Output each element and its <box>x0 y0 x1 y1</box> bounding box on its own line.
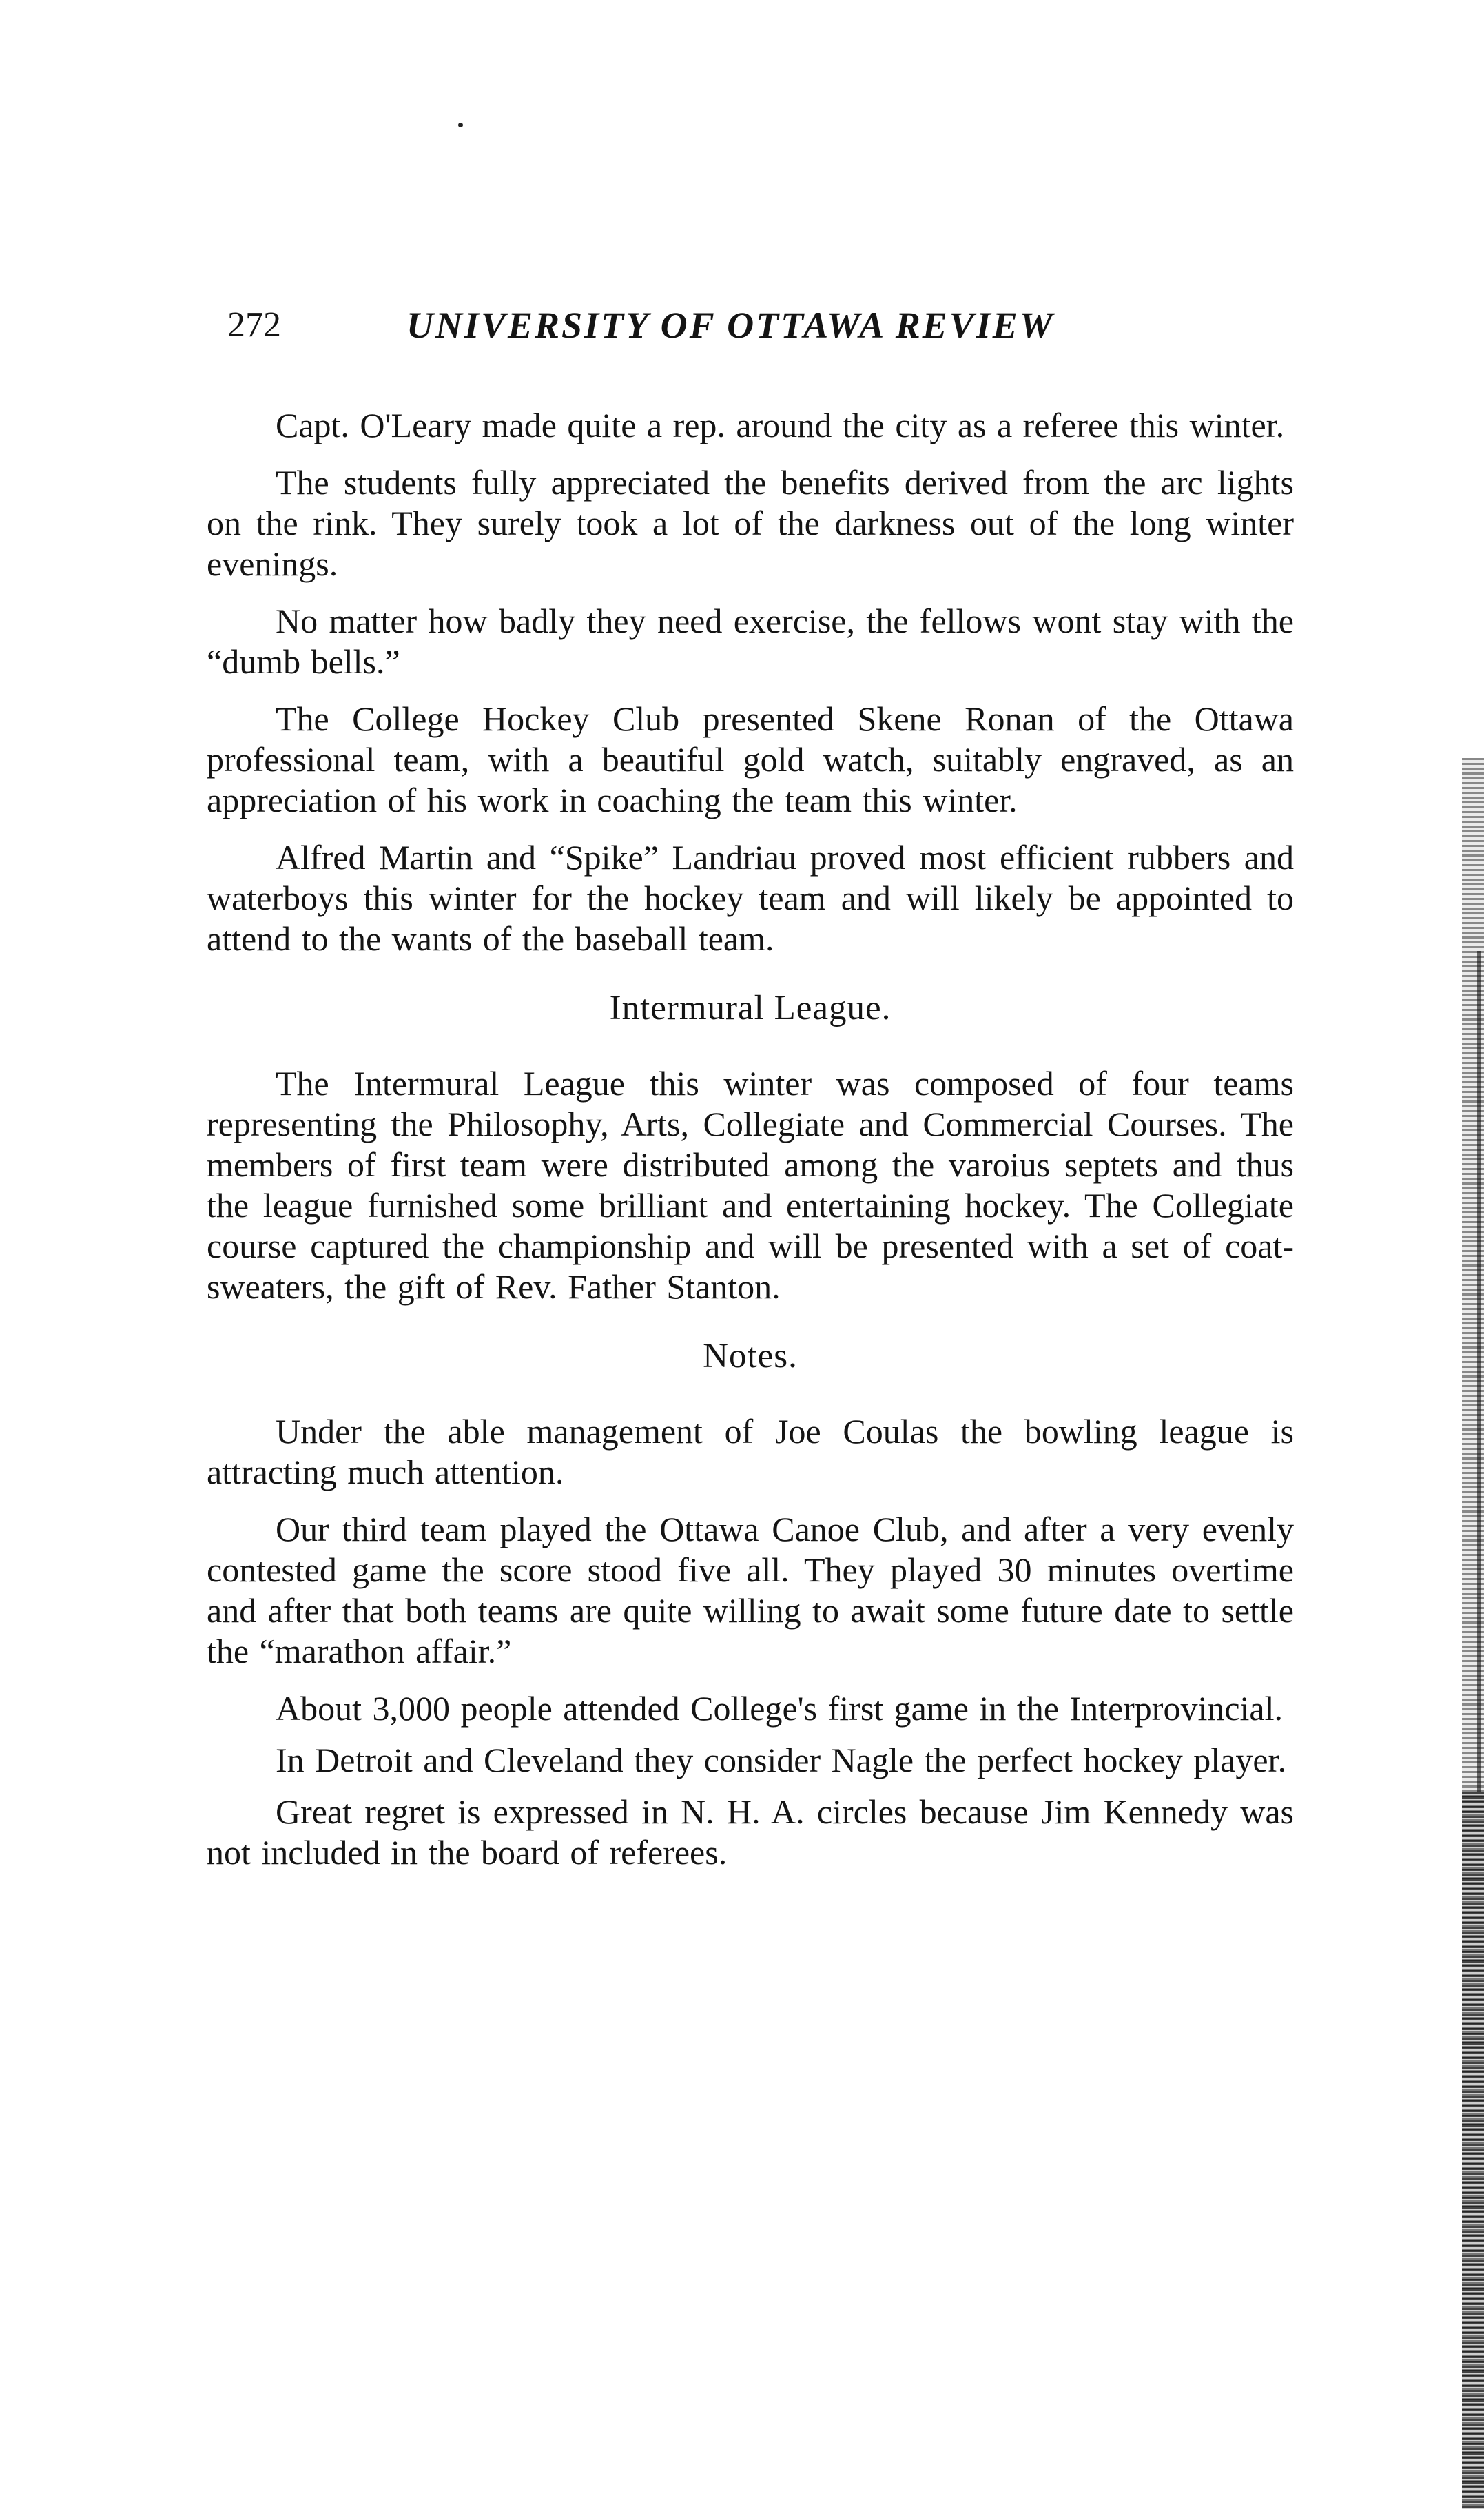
paragraph-attendance: About 3,000 people attended College's first game in the Interprovincial. <box>276 1689 1284 1728</box>
paragraph-bowling: Under the able management of Joe Coulas the bowling league is attracting much attention. <box>207 1412 1294 1491</box>
intermural-heading: Intermural League. <box>609 989 892 1027</box>
notes-heading: Notes. <box>703 1337 798 1375</box>
paragraph-skene-ronan: The College Hockey Club presented Skene Ronan of the Ottawa professional team, with a beautiful gold watch, suitably engraved, as an appreciation of his work in coaching the team this winter. <box>207 699 1294 819</box>
paragraph-intermural: The Intermural League this winter was composed of four teams representing the Philosophy, Arts, Collegiate and Commercial Courses. The members of first team were distributed among the varoius septets and thus the league furnished some brilliant and entertaining hockey. The Collegiate course captured the championship and will be presented with a set of coat-sweaters, the gift of Rev. Father Stanton. <box>207 1064 1294 1306</box>
page-header <box>227 298 1302 353</box>
page-number: 272 <box>227 305 281 345</box>
paragraph-arc-lights: The students fully appreciated the benefits derived from the arc lights on the rink. They surely took a lot of the darkness out of the long winter evenings. <box>207 463 1294 583</box>
scan-edge-shadow-lower <box>1462 1792 1484 2509</box>
paragraph-oleary: Capt. O'Leary made quite a rep. around the city as a referee this winter. <box>276 406 1285 444</box>
paragraph-kennedy: Great regret is expressed in N. H. A. circles because Jim Kennedy was not included in the board of referees. <box>207 1792 1294 1872</box>
scan-edge-line <box>1477 951 1481 1792</box>
running-title: UNIVERSITY OF OTTAWA REVIEW <box>406 305 1055 346</box>
paragraph-martin-landriau: Alfred Martin and “Spike” Landriau proved most efficient rubbers and waterboys this winter for the hockey team and will likely be appointed to attend to the wants of the baseball team. <box>207 838 1294 958</box>
article-body <box>207 405 1294 1884</box>
paragraph-nagle: In Detroit and Cleveland they consider Nagle the perfect hockey player. <box>276 1741 1286 1779</box>
paragraph-dumb-bells: No matter how badly they need exercise, the fellows wont stay with the “dumb bells.” <box>207 602 1294 681</box>
print-speck <box>458 123 463 127</box>
paragraph-third-team: Our third team played the Ottawa Canoe Club, and after a very evenly contested game the score stood five all. They played 30 minutes overtime and after that both teams are quite willing to await some future date to settle the “marathon affair.” <box>207 1510 1294 1670</box>
